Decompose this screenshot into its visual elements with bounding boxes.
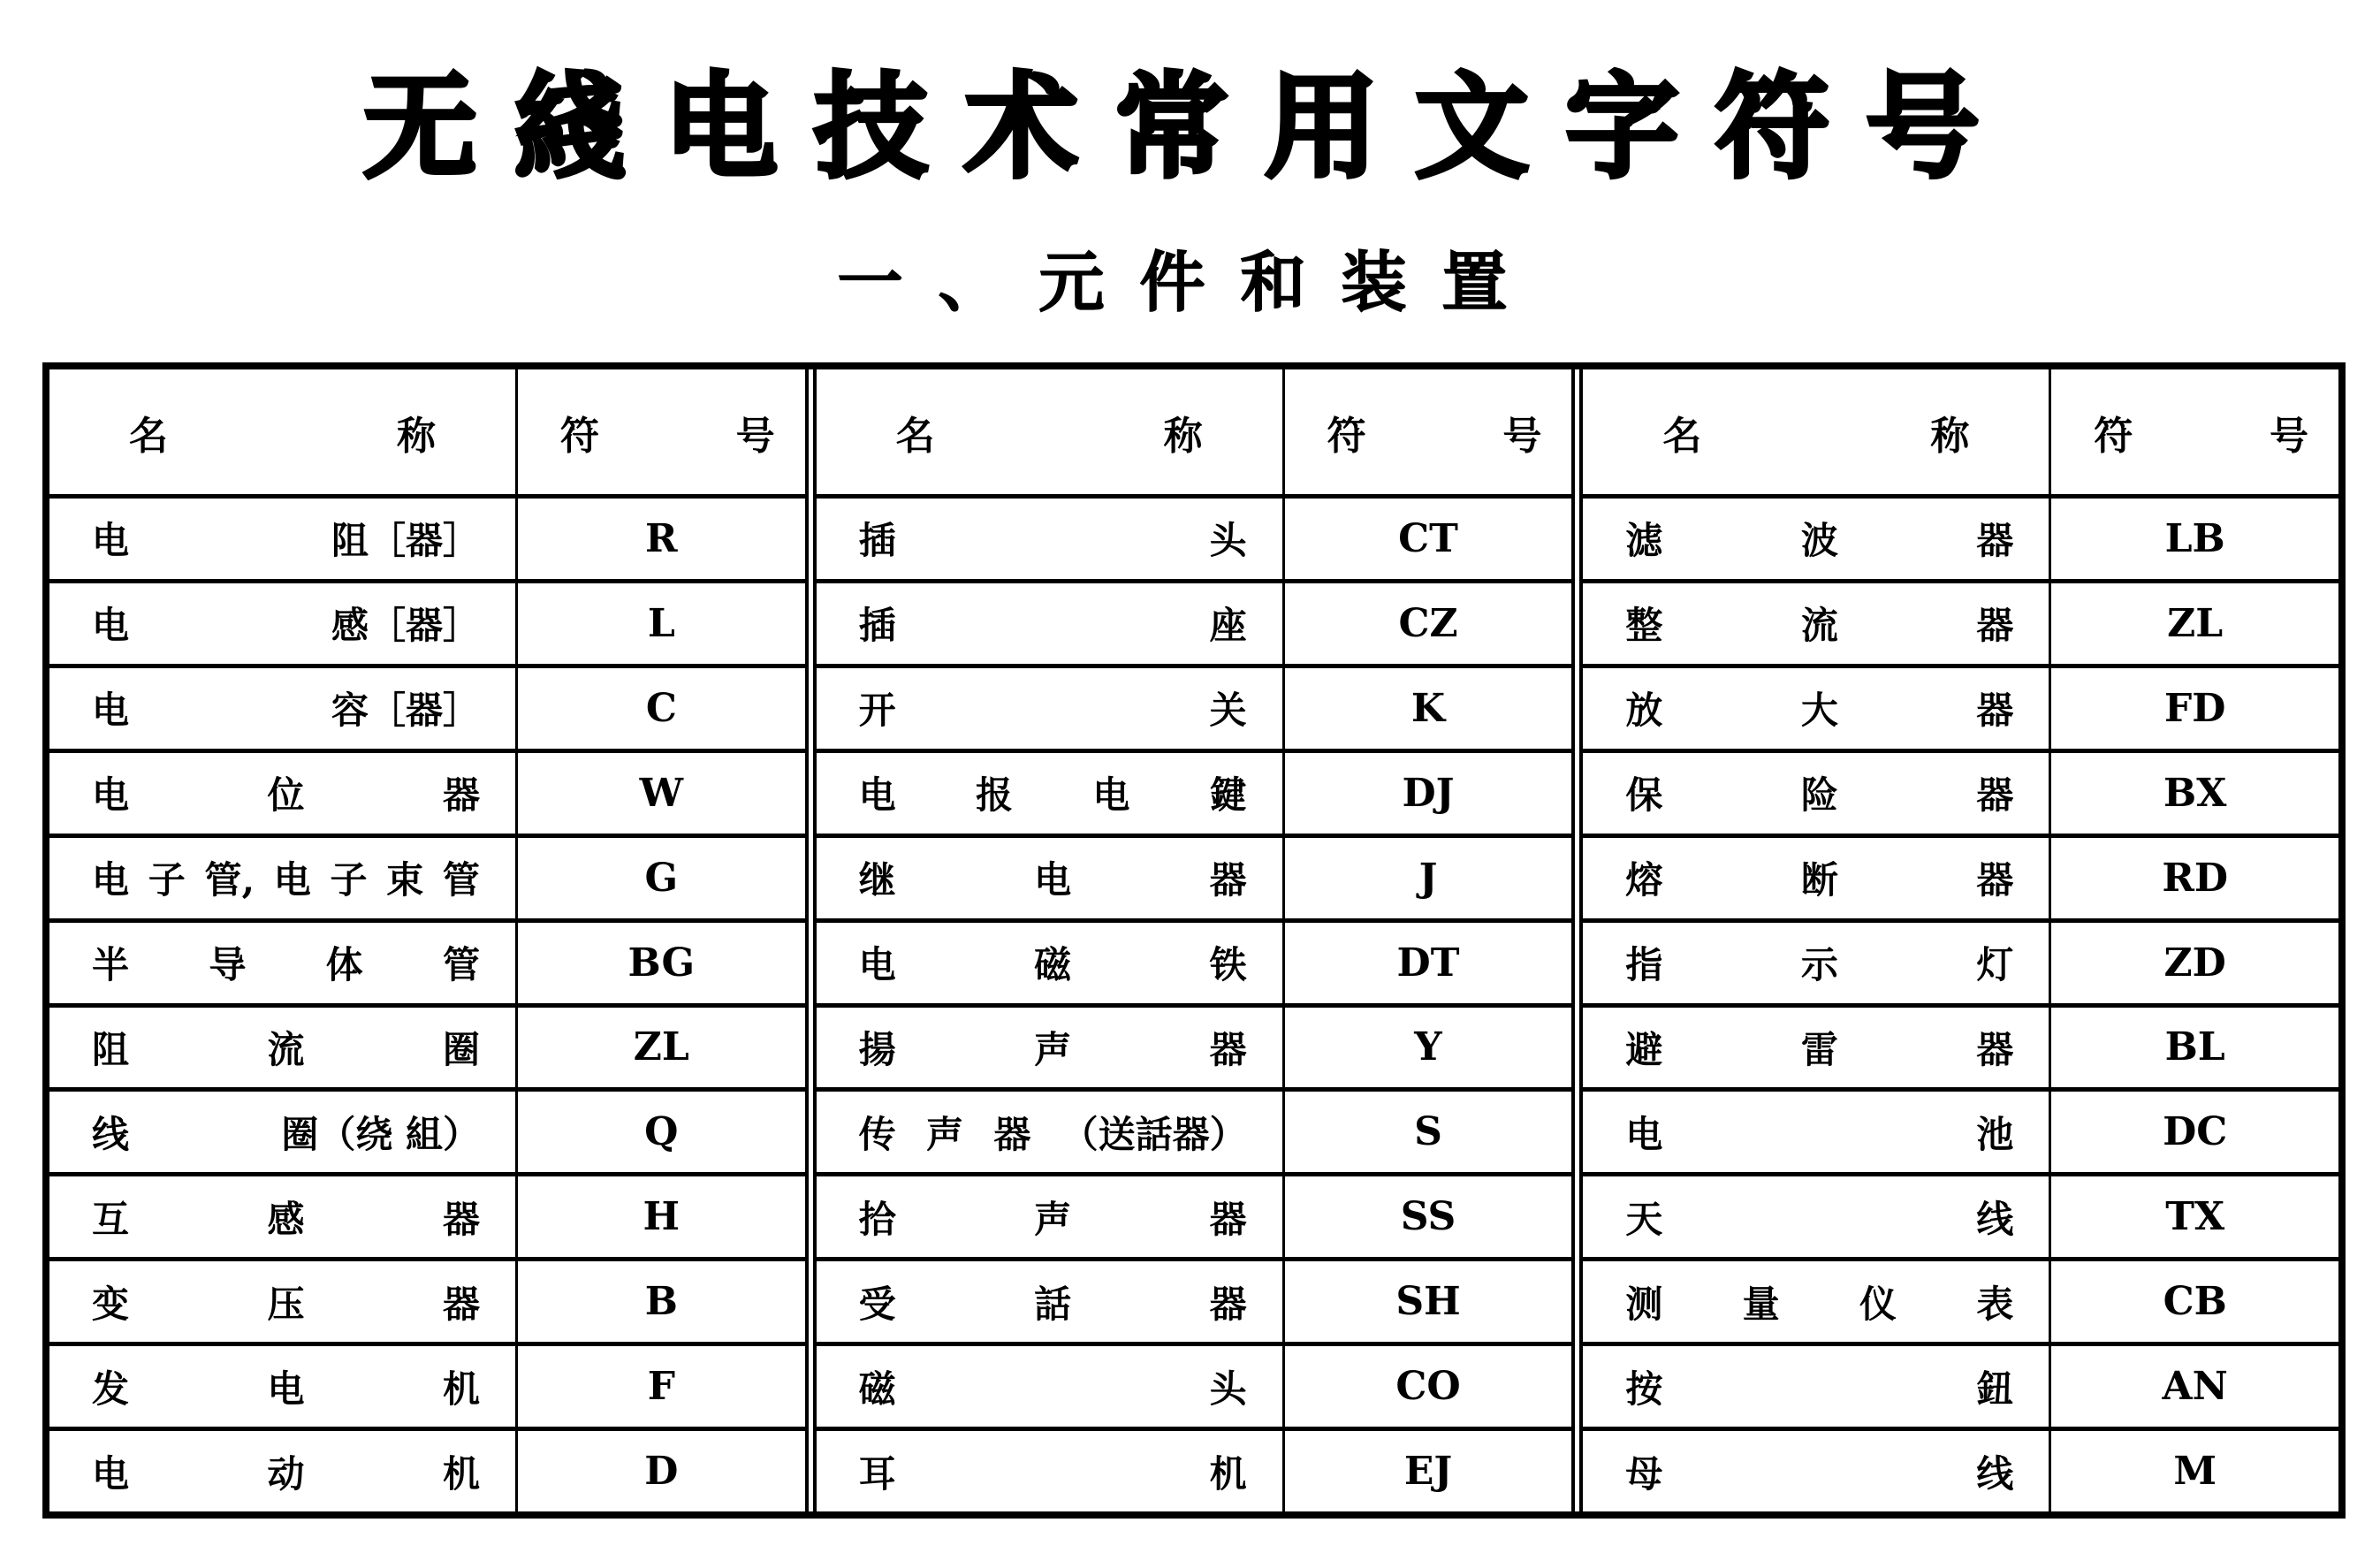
header-char: 号 bbox=[735, 413, 775, 459]
component-name bbox=[1583, 1346, 2051, 1427]
name-part: 关 bbox=[1209, 689, 1247, 733]
table-row bbox=[817, 1342, 1572, 1427]
name-part: 灯 bbox=[1976, 943, 2014, 987]
header-char: 符 bbox=[560, 413, 599, 459]
component-symbol: R bbox=[645, 515, 678, 561]
name-part: 器 bbox=[1976, 519, 2014, 563]
name-part: 开 bbox=[858, 689, 896, 733]
name-part: 半 bbox=[92, 943, 130, 987]
name-part: 器 bbox=[1976, 1027, 2014, 1071]
component-name bbox=[1583, 1008, 2051, 1088]
component-name bbox=[817, 838, 1285, 918]
table-row bbox=[817, 1257, 1572, 1342]
table-row bbox=[49, 749, 805, 834]
header-char: 号 bbox=[1502, 413, 1542, 459]
name-part: 器 bbox=[1209, 1282, 1247, 1326]
name-part: 测 bbox=[1625, 1282, 1663, 1326]
header-char: 称 bbox=[1163, 413, 1203, 459]
component-name bbox=[1583, 1431, 2051, 1511]
name-part: 电 bbox=[92, 858, 130, 902]
name-part: 插 bbox=[858, 604, 896, 648]
name-part: 仪 bbox=[1859, 1282, 1897, 1326]
name-part: 大 bbox=[1800, 689, 1838, 733]
name-part: 电 bbox=[92, 519, 130, 563]
component-symbol: DT bbox=[1396, 940, 1460, 986]
name-part: 导 bbox=[209, 943, 247, 987]
name-part: 电 bbox=[858, 943, 896, 987]
component-name bbox=[1583, 753, 2051, 834]
name-part: 器 bbox=[1209, 1027, 1247, 1071]
component-symbol: CT bbox=[1398, 515, 1458, 561]
component-name bbox=[1583, 838, 2051, 918]
table-row bbox=[49, 499, 805, 579]
name-part: 器 bbox=[1976, 604, 2014, 648]
header-char: 号 bbox=[2270, 413, 2309, 459]
name-part: 铁 bbox=[1209, 943, 1247, 987]
name-part: 器 bbox=[1209, 858, 1247, 902]
name-part: 鈕 bbox=[1976, 1366, 2014, 1411]
table-section bbox=[1571, 369, 2338, 1511]
component-name bbox=[817, 583, 1285, 664]
name-part: 声 bbox=[926, 1112, 964, 1156]
name-part: 天 bbox=[1625, 1197, 1663, 1241]
name-part: （送話器） bbox=[1061, 1112, 1247, 1156]
table-row bbox=[1583, 749, 2338, 834]
table-row bbox=[49, 664, 805, 749]
name-part: 管 bbox=[442, 943, 480, 987]
component-name bbox=[817, 1092, 1285, 1172]
column-header-name bbox=[1583, 369, 2051, 494]
table-row bbox=[817, 1427, 1572, 1511]
component-name bbox=[817, 668, 1285, 749]
header-char: 名 bbox=[895, 413, 935, 459]
name-part: 变 bbox=[92, 1282, 130, 1326]
component-name bbox=[49, 499, 518, 579]
component-symbol: G bbox=[644, 855, 679, 901]
component-name bbox=[49, 1261, 518, 1342]
column-header-symbol bbox=[1285, 369, 1572, 494]
name-part: 位 bbox=[267, 773, 305, 818]
name-part: 器 bbox=[1976, 858, 2014, 902]
table-row bbox=[817, 1172, 1572, 1257]
name-part: 头 bbox=[1209, 1366, 1247, 1411]
name-part: 电 bbox=[92, 773, 130, 818]
component-symbol: DJ bbox=[1402, 770, 1455, 816]
name-part: 机 bbox=[442, 1366, 480, 1411]
table-row bbox=[49, 1427, 805, 1511]
component-symbol: W bbox=[639, 770, 684, 816]
name-part: 断 bbox=[1800, 858, 1838, 902]
table-row bbox=[1583, 579, 2338, 664]
name-part: 熔 bbox=[1625, 858, 1663, 902]
component-name bbox=[49, 923, 518, 1003]
name-part: 电 bbox=[267, 1366, 305, 1411]
name-part: 容［器］ bbox=[331, 689, 480, 733]
component-name bbox=[1583, 499, 2051, 579]
component-symbol: TX bbox=[2165, 1194, 2225, 1240]
component-symbol: EJ bbox=[1403, 1449, 1453, 1495]
component-symbol: DC bbox=[2163, 1109, 2228, 1155]
table-row bbox=[49, 918, 805, 1003]
component-symbol: J bbox=[1418, 855, 1438, 901]
component-name bbox=[49, 1092, 518, 1172]
table-row bbox=[1583, 664, 2338, 749]
table-row bbox=[817, 499, 1572, 579]
component-name bbox=[49, 1431, 518, 1511]
name-part: 圈（绕 組） bbox=[281, 1112, 480, 1156]
table-row bbox=[49, 1342, 805, 1427]
table-section bbox=[49, 369, 805, 1511]
name-part: 互 bbox=[92, 1197, 130, 1241]
name-part: 声 bbox=[1034, 1197, 1072, 1241]
section-heading: 一、元件和装置 bbox=[837, 245, 1543, 321]
name-part: 线 bbox=[1976, 1197, 2014, 1241]
table-row bbox=[49, 834, 805, 918]
name-part: 束 bbox=[386, 858, 424, 902]
table-row bbox=[817, 749, 1572, 834]
name-part: 电 bbox=[858, 773, 896, 818]
component-symbol: ZL bbox=[2167, 600, 2224, 646]
header-char: 名 bbox=[129, 413, 168, 459]
name-part: 线 bbox=[1976, 1451, 2014, 1496]
name-part: 器 bbox=[993, 1112, 1031, 1156]
name-part: 压 bbox=[267, 1282, 305, 1326]
name-part: 拾 bbox=[858, 1197, 896, 1241]
component-symbol: B bbox=[644, 1279, 678, 1325]
name-part: 电 bbox=[1092, 773, 1130, 818]
component-symbol: SH bbox=[1395, 1279, 1461, 1325]
page-title: 无綫电技术常用文字符号 bbox=[363, 62, 2017, 194]
table-header-row bbox=[817, 369, 1572, 499]
component-name bbox=[817, 1431, 1285, 1511]
table-row bbox=[1583, 834, 2338, 918]
header-char: 名 bbox=[1662, 413, 1702, 459]
component-name bbox=[1583, 1261, 2051, 1342]
component-name bbox=[49, 1176, 518, 1257]
component-symbol: H bbox=[643, 1194, 681, 1240]
name-part: 声 bbox=[1034, 1027, 1072, 1071]
component-name bbox=[1583, 923, 2051, 1003]
name-part: 整 bbox=[1625, 604, 1663, 648]
component-name bbox=[817, 923, 1285, 1003]
table-section bbox=[805, 369, 1572, 1511]
name-part: 继 bbox=[858, 858, 896, 902]
name-part: 线 bbox=[92, 1112, 130, 1156]
component-name bbox=[1583, 668, 2051, 749]
name-part: 揚 bbox=[858, 1027, 896, 1071]
component-name bbox=[1583, 1176, 2051, 1257]
name-part: 子 bbox=[148, 858, 186, 902]
header-char: 符 bbox=[1327, 413, 1366, 459]
symbol-table bbox=[42, 362, 2346, 1519]
name-part: 波 bbox=[1800, 519, 1838, 563]
component-symbol: L bbox=[647, 600, 675, 646]
table-row bbox=[1583, 1427, 2338, 1511]
component-symbol: BX bbox=[2163, 770, 2227, 816]
name-part: 器 bbox=[1976, 689, 2014, 733]
component-symbol: BL bbox=[2164, 1024, 2225, 1070]
name-part: 传 bbox=[858, 1112, 896, 1156]
table-header-row bbox=[49, 369, 805, 499]
component-name bbox=[49, 1346, 518, 1427]
table-row bbox=[1583, 1003, 2338, 1088]
column-header-symbol bbox=[2051, 369, 2338, 494]
name-part: 圈 bbox=[442, 1027, 480, 1071]
table-row bbox=[1583, 1342, 2338, 1427]
component-symbol: M bbox=[2173, 1449, 2217, 1495]
header-char: 称 bbox=[397, 413, 436, 459]
table-row bbox=[817, 834, 1572, 918]
table-row bbox=[817, 664, 1572, 749]
component-symbol: CB bbox=[2163, 1279, 2227, 1325]
table-row bbox=[1583, 499, 2338, 579]
table-row bbox=[817, 918, 1572, 1003]
table-row bbox=[1583, 918, 2338, 1003]
component-symbol: F bbox=[647, 1364, 675, 1410]
component-symbol: BG bbox=[627, 940, 696, 986]
component-name bbox=[817, 753, 1285, 834]
name-part: 器 bbox=[1209, 1197, 1247, 1241]
name-part: 子 bbox=[330, 858, 368, 902]
name-part: 电 bbox=[1625, 1112, 1663, 1156]
name-part: 电 bbox=[1034, 858, 1072, 902]
header-char: 符 bbox=[2094, 413, 2133, 459]
name-part: 磁 bbox=[858, 1366, 896, 1411]
name-part: 动 bbox=[267, 1451, 305, 1496]
name-part: 雷 bbox=[1800, 1027, 1838, 1071]
name-part: 险 bbox=[1800, 773, 1838, 818]
component-symbol: Q bbox=[644, 1109, 679, 1155]
component-name bbox=[1583, 583, 2051, 664]
table-row bbox=[49, 1003, 805, 1088]
component-name bbox=[49, 583, 518, 664]
component-name bbox=[817, 1346, 1285, 1427]
component-symbol: CZ bbox=[1398, 600, 1458, 646]
name-part: 器 bbox=[442, 1282, 480, 1326]
table-row bbox=[49, 1257, 805, 1342]
name-part: 話 bbox=[1034, 1282, 1072, 1326]
name-part: 表 bbox=[1976, 1282, 2014, 1326]
component-symbol: AN bbox=[2162, 1364, 2228, 1410]
name-part: 避 bbox=[1625, 1027, 1663, 1071]
table-row bbox=[49, 1172, 805, 1257]
table-row bbox=[817, 1087, 1572, 1172]
name-part: 发 bbox=[92, 1366, 130, 1411]
table-row bbox=[1583, 1087, 2338, 1172]
name-part: 母 bbox=[1625, 1451, 1663, 1496]
component-symbol: ZD bbox=[2163, 940, 2226, 986]
name-part: 流 bbox=[267, 1027, 305, 1071]
table-row bbox=[49, 1087, 805, 1172]
name-part: 器 bbox=[442, 1197, 480, 1241]
name-part: 器 bbox=[1976, 773, 2014, 818]
name-part: 头 bbox=[1209, 519, 1247, 563]
name-part: 电 bbox=[92, 1451, 130, 1496]
table-row bbox=[817, 579, 1572, 664]
name-part: 机 bbox=[1209, 1451, 1247, 1496]
name-part: 电 bbox=[92, 689, 130, 733]
name-part: 池 bbox=[1976, 1112, 2014, 1156]
column-header-name bbox=[49, 369, 518, 494]
name-part: 受 bbox=[858, 1282, 896, 1326]
name-part: 量 bbox=[1742, 1282, 1780, 1326]
component-name bbox=[817, 1176, 1285, 1257]
name-part: 报 bbox=[976, 773, 1014, 818]
name-part: 保 bbox=[1625, 773, 1663, 818]
component-name bbox=[49, 753, 518, 834]
column-header-symbol bbox=[518, 369, 805, 494]
component-symbol: FD bbox=[2163, 685, 2226, 731]
component-name bbox=[817, 499, 1285, 579]
name-part: 器 bbox=[442, 773, 480, 818]
name-part: 按 bbox=[1625, 1366, 1663, 1411]
table-row bbox=[49, 579, 805, 664]
name-part: 鍵 bbox=[1209, 773, 1247, 818]
table-header-row bbox=[1583, 369, 2338, 499]
name-part: 示 bbox=[1800, 943, 1838, 987]
table-row bbox=[817, 1003, 1572, 1088]
name-part: 电 bbox=[92, 604, 130, 648]
component-symbol: D bbox=[644, 1449, 679, 1495]
name-part: 感［器］ bbox=[331, 604, 480, 648]
name-part: 放 bbox=[1625, 689, 1663, 733]
name-part: 电 bbox=[273, 858, 311, 902]
component-name bbox=[1583, 1092, 2051, 1172]
component-symbol: C bbox=[645, 685, 677, 731]
column-header-name bbox=[817, 369, 1285, 494]
name-part: 管, bbox=[204, 858, 255, 902]
component-symbol: CO bbox=[1395, 1364, 1461, 1410]
name-part: 感 bbox=[267, 1197, 305, 1241]
component-symbol: RD bbox=[2162, 855, 2229, 901]
component-symbol: K bbox=[1411, 685, 1446, 731]
component-name bbox=[49, 668, 518, 749]
component-name bbox=[817, 1261, 1285, 1342]
component-symbol: SS bbox=[1400, 1194, 1456, 1240]
name-part: 阻 bbox=[92, 1027, 130, 1071]
header-char: 称 bbox=[1930, 413, 1970, 459]
name-part: 耳 bbox=[858, 1451, 896, 1496]
name-part: 机 bbox=[442, 1451, 480, 1496]
component-symbol: S bbox=[1414, 1109, 1442, 1155]
component-symbol: ZL bbox=[633, 1024, 689, 1070]
name-part: 指 bbox=[1625, 943, 1663, 987]
component-name bbox=[49, 1008, 518, 1088]
component-symbol: LB bbox=[2164, 515, 2225, 561]
component-name bbox=[49, 838, 518, 918]
name-part: 阻［器］ bbox=[331, 519, 480, 563]
table-row bbox=[1583, 1172, 2338, 1257]
table-row bbox=[1583, 1257, 2338, 1342]
name-part: 座 bbox=[1209, 604, 1247, 648]
name-part: 体 bbox=[325, 943, 363, 987]
name-part: 磁 bbox=[1034, 943, 1072, 987]
name-part: 滤 bbox=[1625, 519, 1663, 563]
name-part: 插 bbox=[858, 519, 896, 563]
component-name bbox=[817, 1008, 1285, 1088]
component-symbol: Y bbox=[1414, 1024, 1442, 1070]
name-part: 管 bbox=[442, 858, 480, 902]
name-part: 流 bbox=[1800, 604, 1838, 648]
